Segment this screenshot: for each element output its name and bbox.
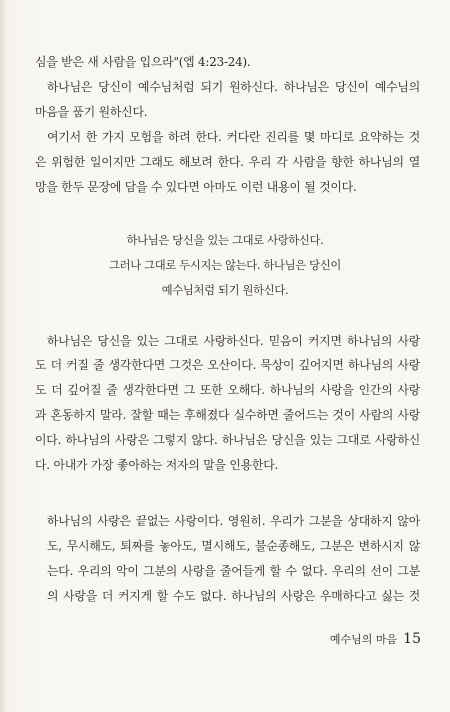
paragraph-3-line-2: 도 더 커질 줄 생각한다면 그것은 오산이다. 묵상이 깊어지면 하나님의 사랑 — [35, 358, 420, 372]
paragraph-3-line-4: 과 혼동하지 말라. 잘할 때는 후해졌다 실수하면 줄어드는 것이 사람의 사랑 — [35, 408, 420, 422]
paragraph-4-line-2: 도, 무시해도, 퇴짜를 놓아도, 멸시해도, 불순종해도, 그분은 변하시지 않 — [47, 539, 420, 553]
blockquote-line-3: 예수님처럼 되기 원하신다. — [161, 284, 289, 297]
gutter-shadow — [0, 0, 6, 712]
page-number: 15 — [403, 631, 421, 647]
paragraph-4-line-1: 하나님의 사랑은 끝없는 사랑이다. 영원히. 우리가 그분을 상대하지 않아 — [47, 514, 420, 528]
paragraph-1-line-1: 하나님은 당신이 예수님처럼 되기 원하신다. 하나님은 당신이 예수님의 — [47, 80, 420, 94]
paragraph-1-line-2: 마음을 품기 원하신다. — [35, 105, 148, 119]
paragraph-2-line-2: 은 위험한 일이지만 그래도 해보려 한다. 우리 각 사람을 향한 하나님의 열 — [35, 155, 420, 169]
page-footer — [330, 631, 421, 648]
paragraph-2-line-1: 여기서 한 가지 모험을 하려 한다. 커다란 진리를 몇 마디로 요약하는 것 — [47, 130, 420, 144]
paragraph-2-line-3: 망을 한두 문장에 담을 수 있다면 아마도 이런 내용이 될 것이다. — [35, 180, 357, 194]
paragraph-3-line-3: 도 더 깊어질 줄 생각한다면 그 또한 오해다. 하나님의 사랑을 인간의 사랑 — [35, 383, 420, 397]
paragraph-4-line-3: 는다. 우리의 악이 그분의 사랑을 줄어들게 할 수 없다. 우리의 선이 그분 — [47, 564, 420, 578]
paragraph-3-line-5: 이다. 하나님의 사랑은 그렇지 않다. 하나님은 당신을 있는 그대로 사랑하신 — [35, 433, 420, 447]
blockquote-line-1: 하나님은 당신을 있는 그대로 사랑하신다. — [126, 234, 324, 247]
paragraph-4-line-4: 의 사랑을 더 커지게 할 수도 없다. 하나님의 사랑은 우매하다고 싫는 것 — [47, 589, 420, 603]
carryover-line: 심을 받은 새 사람을 입으라"(엡 4:23-24). — [35, 55, 251, 69]
paragraph-3-line-6: 다. 아내가 가장 좋아하는 저자의 말을 인용한다. — [35, 458, 279, 472]
blockquote-line-2: 그러나 그대로 두시지는 않는다. 하나님은 당신이 — [108, 259, 341, 272]
paragraph-3-line-1: 하나님은 당신을 있는 그대로 사랑하신다. 믿음이 커지면 하나님의 사랑 — [47, 334, 420, 348]
running-footer-title: 예수님의 마음 — [329, 633, 398, 646]
